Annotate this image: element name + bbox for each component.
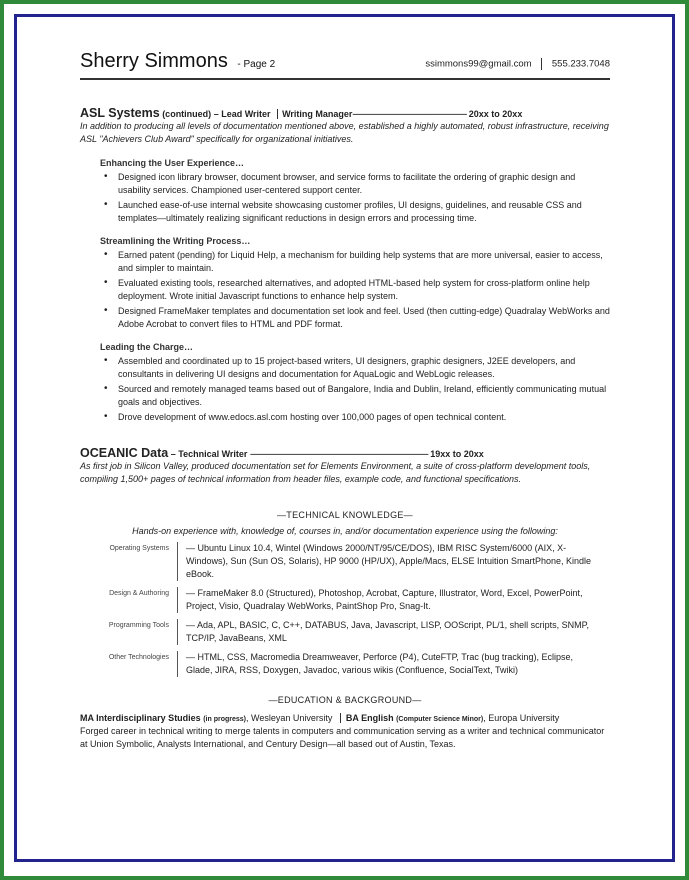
- skill-value: — Ubuntu Linux 10.4, Wintel (Windows 2000/NT/95/CE/DOS), IBM RISC System/6000 (AIX, X-Windows), Sun (Sun OS, Solaris), HP 9000 (HP/UX), Apple/Macs, ELSE Intuition SmartPhone, Kindle eBook.: [186, 542, 592, 579]
- list-item: • Evaluated existing tools, researched alternatives, and adopted HTML-based help system for cross-platform online help deployment. Wrote initial Javascript functions to enhance help system.: [100, 277, 610, 302]
- job-dates: 19xx to 20xx: [430, 448, 484, 459]
- education-background: Forged career in technical writing to merge talents in computers and communication serving as a writer and technical communicator at Union Symbolic, Analysts International, and Century Design—all based out of Austin, Texas.: [80, 725, 605, 749]
- job-oceanic-data: [80, 446, 610, 486]
- education-degrees: MA Interdisciplinary Studies (in progress), Wesleyan University BA English (Computer Science Minor), Europa University: [80, 712, 560, 723]
- section-heading: Enhancing the User Experience…: [100, 158, 245, 168]
- list-item: • Drove development of www.edocs.asl.com hosting over 100,000 pages of open technical content.: [100, 411, 610, 424]
- list-item: • Designed icon library browser, document browser, and service forms to facilitate the ordering of graphic design and usability services. Championed user-centered support center.: [100, 171, 610, 196]
- skill-row: [80, 542, 610, 581]
- list-item: • Launched ease-of-use internal website showcasing customer profiles, UI designs, guidelines, and reusable CSS and templates—ultimately realizing significant reductions in design errors and processing time.: [100, 199, 610, 224]
- list-item: • Earned patent (pending) for Liquid Help, a mechanism for building help systems that are more universal, easier to access, and simpler to maintain.: [100, 249, 610, 274]
- bullet-list: [100, 171, 610, 224]
- bullet-list: [100, 249, 610, 330]
- candidate-name: Sherry Simmons - Page 2: [80, 50, 276, 72]
- job-asl-systems: [80, 106, 610, 424]
- resume-page: [80, 50, 610, 751]
- contact-divider: [541, 58, 542, 70]
- skill-value: — FrameMaker 8.0 (Structured), Photoshop, Acrobat, Capture, Illustrator, Word, Excel, PowerPoint, Project, Visio, Quadralay WebWorks, PaintShop Pro, Snag-It.: [186, 587, 583, 611]
- list-item: • Designed FrameMaker templates and documentation set look and feel. Used (then cutting-edge) Quadralay WebWorks and Adobe Acrobat to convert files to HTML and PDF format.: [100, 305, 610, 330]
- skill-row: [80, 619, 610, 645]
- job-summary: In addition to producing all levels of documentation mentioned above, established a highly automated, robust infrastructure, receiving ASL "Achievers Club Award" specifically for organizational initiatives.: [80, 121, 609, 144]
- job-title-line: ASL Systems (continued) – Lead Writer Writing Manager--------------------------------------------------------- 20xx to 20xx: [80, 106, 523, 120]
- job-title-line: OCEANIC Data – Technical Writer ----------------------------------------------------------------------------------------- 19xx to 20xx: [80, 445, 484, 460]
- email: ssimmons99@gmail.com: [425, 59, 532, 70]
- skill-value: — HTML, CSS, Macromedia Dreamweaver, Perforce (P4), CuteFTP, Trac (bug tracking), Eclipse, Glade, JIRA, RSS, Doxygen, Javadoc, various wikis (Confluence, SocialText, Twiki): [186, 651, 573, 675]
- skill-category: Design & Authoring: [80, 587, 178, 613]
- skill-category: Operating Systems: [80, 542, 178, 581]
- bullet-list: [100, 355, 610, 424]
- technical-intro: Hands-on experience with, knowledge of, courses in, and/or documentation experience using the following:: [132, 525, 558, 536]
- contact-info: [425, 58, 610, 70]
- resume-header: [80, 50, 610, 80]
- section-heading: Streamlining the Writing Process…: [100, 236, 251, 246]
- page-label: - Page 2: [237, 59, 276, 70]
- education-heading: —EDUCATION & BACKGROUND—: [268, 694, 422, 705]
- skill-category: Other Technologies: [80, 651, 178, 677]
- skills-table: [80, 542, 610, 677]
- job-summary: As first job in Silicon Valley, produced documentation set for Elements Environment, a suite of cross-platform development tools, compiling 1,500+ pages of technical information from header files, example code, and functional specifications.: [80, 460, 591, 484]
- phone: 555.233.7048: [551, 59, 610, 70]
- skill-row: [80, 651, 610, 677]
- section-heading: Leading the Charge…: [100, 342, 194, 352]
- technical-heading: —TECHNICAL KNOWLEDGE—: [277, 509, 413, 520]
- list-item: • Sourced and remotely managed teams based out of Bangalore, India and Dublin, Ireland, efficiently communicating mutual goals and objectives.: [100, 383, 610, 408]
- skill-value: — Ada, APL, BASIC, C, C++, DATABUS, Java, Javascript, LISP, OOScript, PL/1, shell scripts, SNMP, TCP/IP, JavaBeans, XML: [186, 619, 589, 643]
- job-dates: 20xx to 20xx: [468, 109, 523, 119]
- skill-row: [80, 587, 610, 613]
- skill-category: Programming Tools: [80, 619, 178, 645]
- list-item: • Assembled and coordinated up to 15 project-based writers, UI designers, graphic designers, J2EE developers, and consultants in delivering UI designs and documentation for AquaLogic and WebLogic releases.: [100, 355, 610, 380]
